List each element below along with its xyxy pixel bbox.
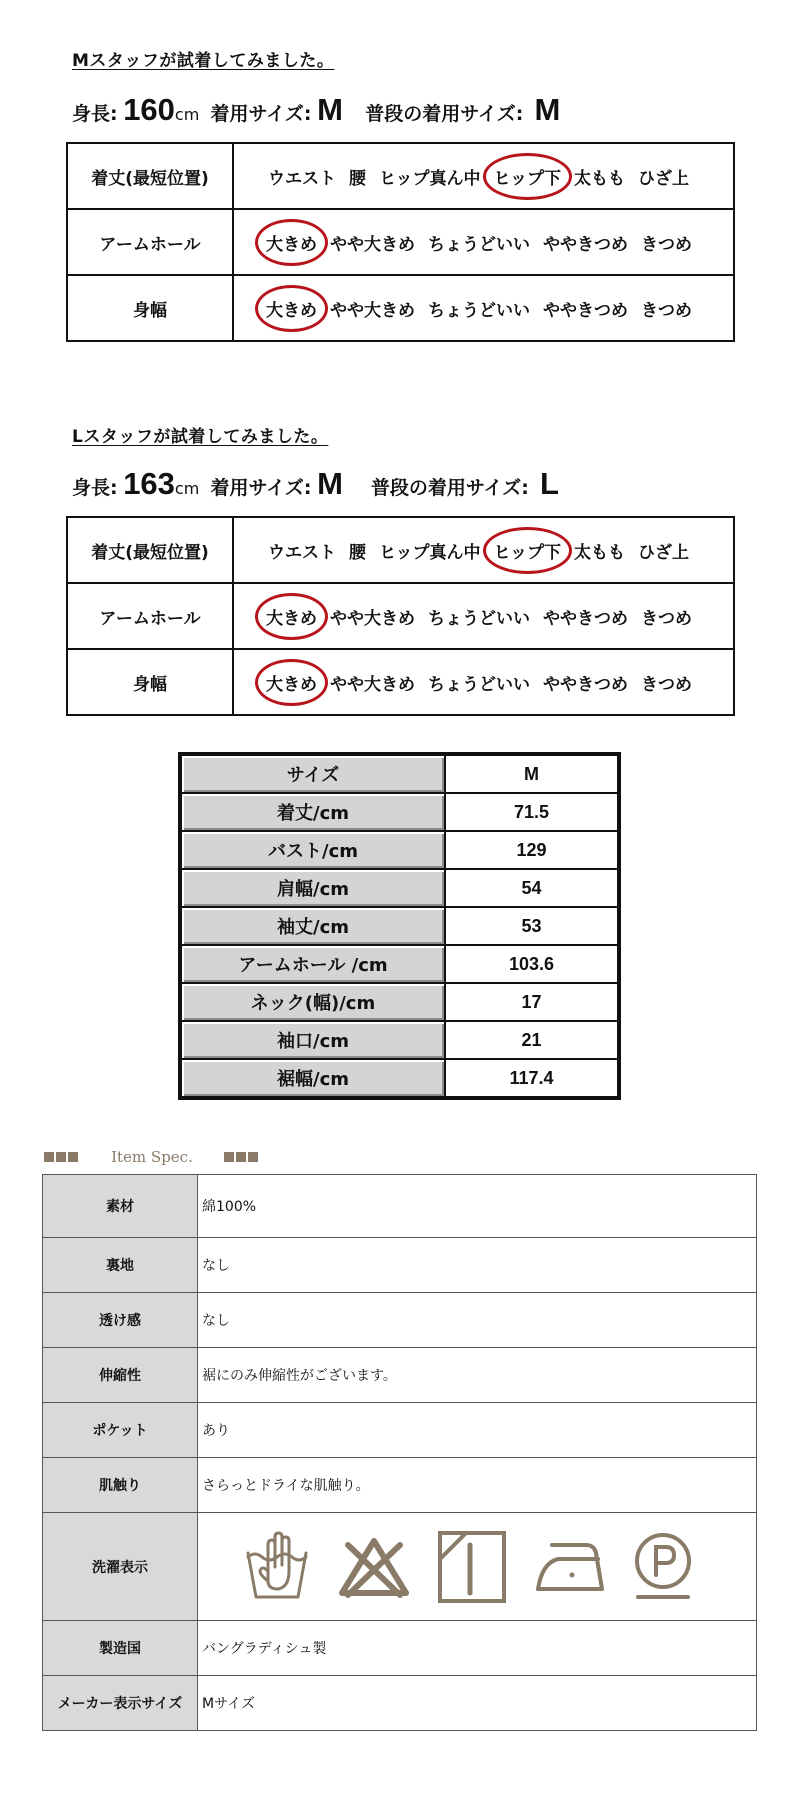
- staff-m-info: [72, 92, 560, 128]
- size-value: 17: [445, 983, 618, 1021]
- option-selected: 大きめ: [266, 670, 317, 695]
- option: きつめ: [641, 234, 692, 255]
- height-label: 身長:: [72, 477, 118, 499]
- spec-value: あり: [198, 1403, 757, 1458]
- spec-value: なし: [198, 1293, 757, 1348]
- option: ややきつめ: [543, 674, 628, 695]
- option: ややきつめ: [543, 608, 628, 629]
- spec-key: ポケット: [43, 1403, 198, 1458]
- option-selected: 大きめ: [266, 230, 317, 255]
- length-options: [233, 143, 734, 209]
- option: ヒップ真ん中: [379, 542, 481, 563]
- iron-low-icon: [534, 1539, 606, 1595]
- size-value: 117.4: [445, 1059, 618, 1097]
- spec-key: 製造国: [43, 1621, 198, 1676]
- option: ややきつめ: [543, 234, 628, 255]
- spec-key: 素材: [43, 1175, 198, 1238]
- size-value: 54: [445, 869, 618, 907]
- spec-value: 裾にのみ伸縮性がございます。: [198, 1348, 757, 1403]
- spec-key: 透け感: [43, 1293, 198, 1348]
- care-label-icons: [198, 1513, 757, 1621]
- length-options: [233, 517, 734, 583]
- size-value: 129: [445, 831, 618, 869]
- row-header-armhole: アームホール: [67, 209, 233, 275]
- option: やや大きめ: [330, 608, 415, 629]
- size-key: 着丈/cm: [181, 793, 445, 831]
- option: やや大きめ: [330, 234, 415, 255]
- armhole-options: [233, 209, 734, 275]
- option: 太もも: [574, 168, 625, 189]
- spec-value: バングラディシュ製: [198, 1621, 757, 1676]
- option: ややきつめ: [543, 300, 628, 321]
- spec-value: Mサイズ: [198, 1676, 757, 1731]
- spec-key: 裏地: [43, 1238, 198, 1293]
- width-options: [233, 649, 734, 715]
- width-options: [233, 275, 734, 341]
- row-header-armhole: アームホール: [67, 583, 233, 649]
- option: 腰: [349, 168, 366, 189]
- spec-key: 洗濯表示: [43, 1513, 198, 1621]
- wear-size-label: 着用サイズ:: [210, 103, 312, 125]
- option: ウエスト: [268, 168, 336, 189]
- option: ちょうどいい: [428, 674, 530, 695]
- option: きつめ: [641, 300, 692, 321]
- hand-wash-icon: [242, 1531, 312, 1603]
- size-header-label: サイズ: [181, 755, 445, 793]
- height-value: 163: [123, 466, 175, 501]
- square-bullet-icon: [44, 1152, 54, 1162]
- square-bullet-icon: [224, 1152, 234, 1162]
- option-selected: ヒップ下: [494, 538, 562, 563]
- height-value: 160: [123, 92, 175, 127]
- staff-l-info: [72, 466, 559, 502]
- size-value: 71.5: [445, 793, 618, 831]
- square-bullet-icon: [248, 1152, 258, 1162]
- wear-size-value: M: [317, 466, 343, 501]
- option: ひざ上: [638, 542, 689, 563]
- height-unit: cm: [174, 479, 200, 498]
- usual-size-value: M: [534, 92, 561, 127]
- armhole-options: [233, 583, 734, 649]
- size-value: 53: [445, 907, 618, 945]
- size-key: 袖丈/cm: [181, 907, 445, 945]
- row-header-length: 着丈(最短位置): [67, 517, 233, 583]
- option: ヒップ真ん中: [379, 168, 481, 189]
- usual-size-label: 普段の着用サイズ:: [370, 477, 529, 499]
- item-spec-header: [44, 1146, 260, 1168]
- size-key: アームホール /cm: [181, 945, 445, 983]
- staff-l-fit-table: [66, 516, 735, 716]
- spec-key: 伸縮性: [43, 1348, 198, 1403]
- square-bullet-icon: [68, 1152, 78, 1162]
- staff-m-fit-table: [66, 142, 735, 342]
- option: ちょうどいい: [428, 300, 530, 321]
- spec-key: メーカー表示サイズ: [43, 1676, 198, 1731]
- option: ウエスト: [268, 542, 336, 563]
- spec-value: さらっとドライな肌触り。: [198, 1458, 757, 1513]
- row-header-length: 着丈(最短位置): [67, 143, 233, 209]
- option: きつめ: [641, 608, 692, 629]
- wear-size-label: 着用サイズ:: [210, 477, 312, 499]
- staff-m-title: Mスタッフが試着してみました。: [72, 51, 335, 71]
- spec-value: 綿100%: [198, 1175, 757, 1238]
- option: 太もも: [574, 542, 625, 563]
- square-bullet-icon: [56, 1152, 66, 1162]
- size-key: バスト/cm: [181, 831, 445, 869]
- staff-l-title: Lスタッフが試着してみました。: [72, 427, 329, 447]
- size-header-value: M: [445, 755, 618, 793]
- option: ひざ上: [638, 168, 689, 189]
- size-value: 103.6: [445, 945, 618, 983]
- size-key: ネック(幅)/cm: [181, 983, 445, 1021]
- line-dry-shade-icon: [436, 1529, 508, 1605]
- square-bullet-icon: [236, 1152, 246, 1162]
- size-key: 裾幅/cm: [181, 1059, 445, 1097]
- row-header-width: 身幅: [67, 275, 233, 341]
- size-table: [178, 752, 621, 1100]
- option: きつめ: [641, 674, 692, 695]
- item-spec-title: Item Spec.: [111, 1147, 193, 1166]
- option: やや大きめ: [330, 674, 415, 695]
- row-header-width: 身幅: [67, 649, 233, 715]
- size-key: 袖口/cm: [181, 1021, 445, 1059]
- usual-size-label: 普段の着用サイズ:: [365, 103, 524, 125]
- dry-clean-p-icon: [632, 1531, 694, 1603]
- option: 腰: [349, 542, 366, 563]
- item-spec-table: [42, 1174, 757, 1731]
- height-unit: cm: [174, 105, 200, 124]
- size-value: 21: [445, 1021, 618, 1059]
- option: ちょうどいい: [428, 234, 530, 255]
- option: ちょうどいい: [428, 608, 530, 629]
- height-label: 身長:: [72, 103, 118, 125]
- option-selected: 大きめ: [266, 604, 317, 629]
- spec-value: なし: [198, 1238, 757, 1293]
- spec-key: 肌触り: [43, 1458, 198, 1513]
- usual-size-value: L: [540, 466, 559, 501]
- option-selected: ヒップ下: [494, 164, 562, 189]
- option: やや大きめ: [330, 300, 415, 321]
- no-bleach-icon: [338, 1535, 410, 1599]
- option-selected: 大きめ: [266, 296, 317, 321]
- wear-size-value: M: [317, 92, 343, 127]
- size-key: 肩幅/cm: [181, 869, 445, 907]
